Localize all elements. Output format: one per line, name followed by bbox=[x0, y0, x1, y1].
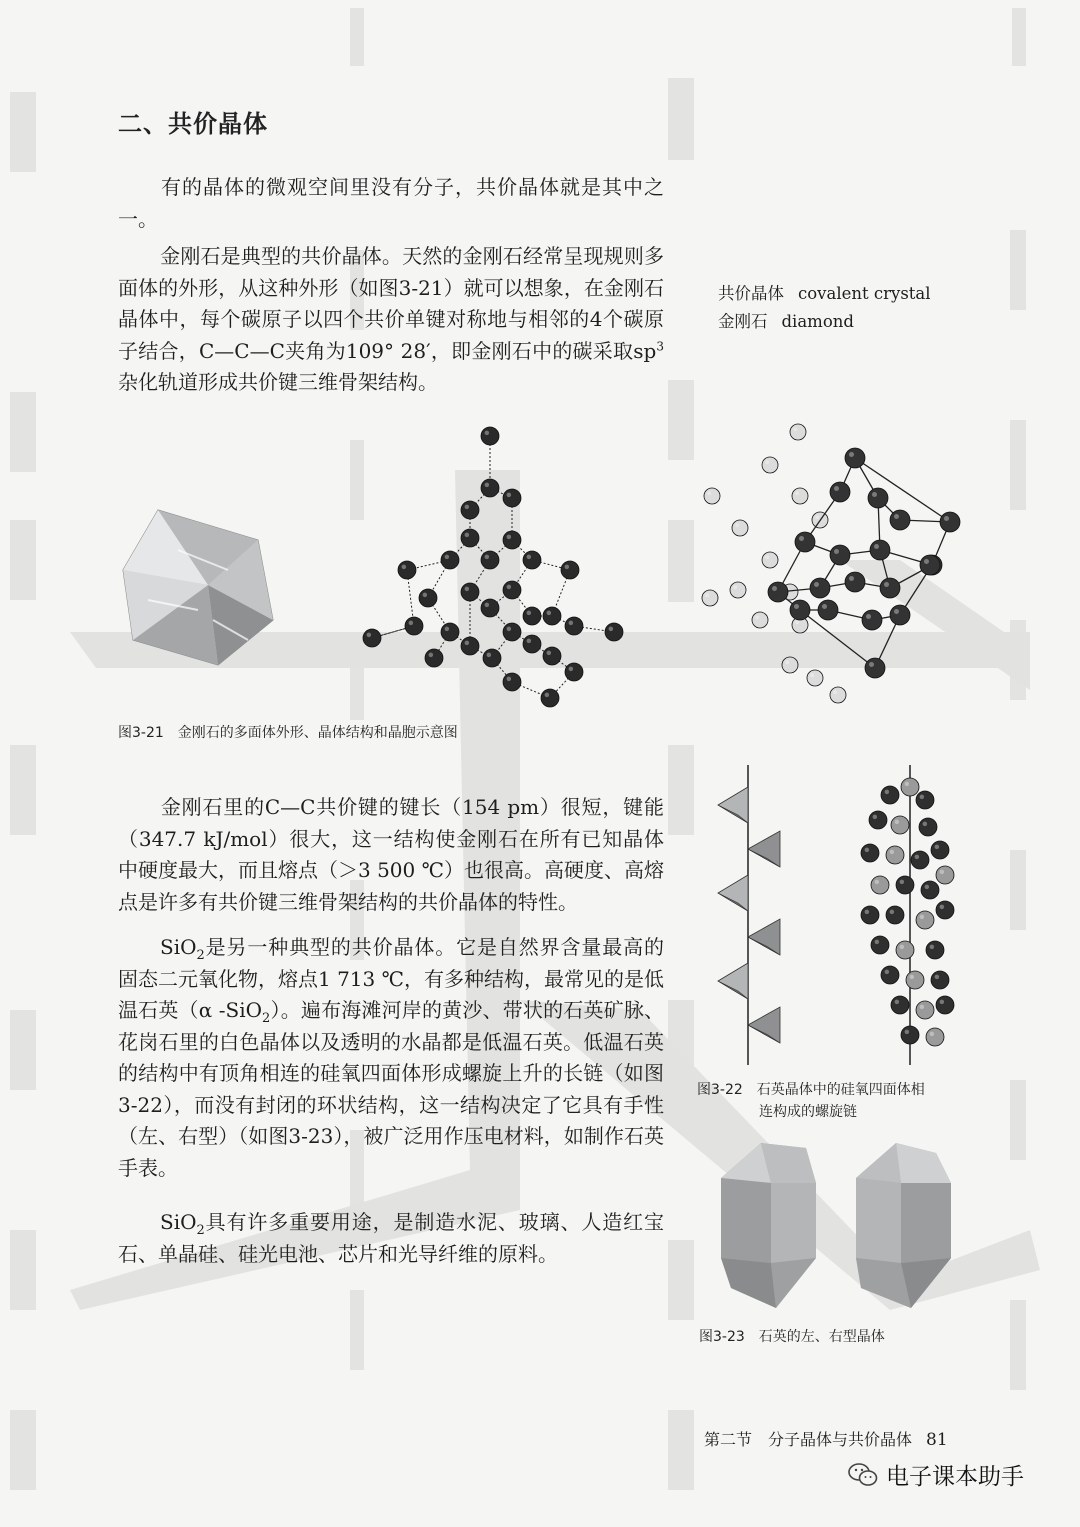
atom-highlight bbox=[527, 639, 532, 644]
glossary-box bbox=[718, 280, 931, 336]
diamond-unit-cell bbox=[700, 420, 970, 710]
atom bbox=[891, 816, 909, 834]
caption-line: 连构成的螺旋链 bbox=[759, 1104, 857, 1120]
glossary-entry bbox=[718, 280, 931, 308]
atom-highlight bbox=[890, 850, 895, 855]
atom-highlight bbox=[547, 651, 552, 656]
atom-highlight bbox=[569, 621, 574, 626]
tetrahedron-helix-chain bbox=[708, 765, 788, 1065]
atom-highlight bbox=[915, 855, 920, 860]
atom bbox=[405, 617, 423, 635]
atom-highlight bbox=[940, 905, 945, 910]
atom-highlight bbox=[485, 431, 490, 436]
atom bbox=[810, 578, 830, 598]
atom bbox=[483, 649, 501, 667]
atom-highlight bbox=[507, 585, 512, 590]
atom bbox=[936, 901, 954, 919]
atom-highlight bbox=[772, 586, 777, 591]
atom-highlight bbox=[875, 880, 880, 885]
atom bbox=[919, 818, 937, 836]
atom bbox=[931, 841, 949, 859]
logo-text: 电子课本助手 bbox=[886, 1464, 1024, 1490]
atom bbox=[503, 489, 521, 507]
atom-highlight bbox=[705, 593, 709, 597]
atom bbox=[425, 649, 443, 667]
figure-3-23-caption: 图3-23 石英的左、右型晶体 bbox=[699, 1329, 885, 1345]
paragraph-diamond bbox=[118, 241, 664, 399]
atom bbox=[818, 600, 838, 620]
atom bbox=[461, 637, 479, 655]
atom bbox=[916, 911, 934, 929]
atom-highlight bbox=[884, 582, 889, 587]
atom-highlight bbox=[794, 604, 799, 609]
atom-highlight bbox=[865, 910, 870, 915]
atom bbox=[481, 551, 499, 569]
atom-highlight bbox=[890, 910, 895, 915]
atom-highlight bbox=[402, 565, 407, 570]
atom-highlight bbox=[465, 505, 470, 510]
atom bbox=[790, 600, 810, 620]
atom-highlight bbox=[487, 653, 492, 658]
atom-highlight bbox=[905, 782, 910, 787]
atom bbox=[896, 876, 914, 894]
atom bbox=[890, 510, 910, 530]
tetrahedron bbox=[718, 787, 748, 823]
atom-highlight bbox=[920, 795, 925, 800]
atom-highlight bbox=[849, 576, 854, 581]
atom bbox=[901, 778, 919, 796]
atom-highlight bbox=[894, 609, 899, 614]
tetrahedron bbox=[718, 875, 748, 911]
paragraph-uses bbox=[118, 1207, 664, 1270]
wechat-logo-badge bbox=[848, 1458, 1024, 1491]
paragraph-sio2 bbox=[118, 932, 664, 1184]
glossary-en: covalent crystal bbox=[798, 284, 931, 303]
atom-highlight bbox=[923, 822, 928, 827]
sio2-text: SiO bbox=[160, 935, 197, 959]
atom-highlight bbox=[815, 515, 819, 519]
atom-highlight bbox=[609, 627, 614, 632]
atom-highlight bbox=[485, 555, 490, 560]
atom-highlight bbox=[873, 815, 878, 820]
atom bbox=[886, 846, 904, 864]
atom bbox=[881, 966, 899, 984]
atom bbox=[441, 623, 459, 641]
diamond-crystal-photo bbox=[118, 500, 276, 670]
atom bbox=[830, 545, 850, 565]
atom-highlight bbox=[865, 848, 870, 853]
figure-3-21-caption: 图3-21 金刚石的多面体外形、晶体结构和晶胞示意图 bbox=[118, 725, 458, 741]
atom-highlight bbox=[785, 660, 789, 664]
atom-highlight bbox=[905, 1030, 910, 1035]
quartz-left-crystal bbox=[721, 1143, 816, 1308]
atom bbox=[911, 851, 929, 869]
atom bbox=[752, 612, 768, 628]
atom-highlight bbox=[545, 693, 550, 698]
page-footer bbox=[704, 1427, 948, 1450]
atom-highlight bbox=[795, 491, 799, 495]
atom bbox=[845, 448, 865, 468]
atom-highlight bbox=[930, 1032, 935, 1037]
caption-line: 图3-22 石英晶体中的硅氧四面体相 bbox=[697, 1082, 925, 1098]
atom-highlight bbox=[507, 493, 512, 498]
atom-highlight bbox=[423, 593, 428, 598]
atom bbox=[363, 629, 381, 647]
atom bbox=[845, 572, 865, 592]
atom-highlight bbox=[765, 460, 769, 464]
atom-highlight bbox=[900, 945, 905, 950]
atom-highlight bbox=[925, 885, 930, 890]
atom bbox=[940, 512, 960, 532]
atom bbox=[441, 551, 459, 569]
atom bbox=[481, 599, 499, 617]
atom-highlight bbox=[527, 611, 532, 616]
atom bbox=[881, 786, 899, 804]
atom bbox=[605, 623, 623, 641]
atom-highlight bbox=[944, 516, 949, 521]
atom-highlight bbox=[935, 975, 940, 980]
paragraph-bond bbox=[118, 792, 664, 918]
atom bbox=[565, 617, 583, 635]
atom bbox=[561, 561, 579, 579]
atom bbox=[792, 488, 808, 504]
atom-highlight bbox=[875, 940, 880, 945]
atom-highlight bbox=[799, 536, 804, 541]
glossary-zh: 金刚石 bbox=[718, 312, 768, 331]
atom bbox=[868, 488, 888, 508]
tetrahedron bbox=[748, 831, 780, 867]
uses-text: 具有许多重要用途，是制造水泥、玻璃、人造红宝石、单晶硅、硅光电池、芯片和光导纤维的原料。 bbox=[118, 1210, 664, 1266]
atom bbox=[861, 844, 879, 862]
atom-highlight bbox=[735, 523, 739, 527]
atom-highlight bbox=[465, 641, 470, 646]
atom-highlight bbox=[507, 627, 512, 632]
atom bbox=[398, 561, 416, 579]
atom-highlight bbox=[733, 585, 737, 589]
atom-highlight bbox=[885, 790, 890, 795]
tetrahedron bbox=[748, 919, 780, 955]
section-heading: 二、共价晶体 bbox=[118, 110, 268, 138]
ball-model-helix-chain bbox=[850, 765, 970, 1065]
atom bbox=[768, 582, 788, 602]
atom bbox=[936, 996, 954, 1014]
atom-highlight bbox=[895, 820, 900, 825]
paragraph-diamond-text-b: 杂化轨道形成共价键三维骨架结构。 bbox=[118, 370, 438, 394]
tetrahedron bbox=[718, 963, 748, 999]
atom bbox=[906, 971, 924, 989]
atom bbox=[871, 876, 889, 894]
atom bbox=[916, 1001, 934, 1019]
atom-highlight bbox=[810, 673, 814, 677]
atom-highlight bbox=[833, 690, 837, 694]
figure-3-22-caption bbox=[697, 1079, 967, 1123]
glossary-entry bbox=[718, 308, 931, 336]
atom bbox=[861, 906, 879, 924]
atom bbox=[762, 552, 778, 568]
atom-highlight bbox=[940, 1000, 945, 1005]
atom-highlight bbox=[547, 611, 552, 616]
atom-highlight bbox=[445, 627, 450, 632]
atom bbox=[880, 578, 900, 598]
atom-highlight bbox=[569, 667, 574, 672]
atom bbox=[461, 583, 479, 601]
atom bbox=[886, 906, 904, 924]
atom-highlight bbox=[834, 486, 839, 491]
paragraph-intro-text: 有的晶体的微观空间里没有分子，共价晶体就是其中之一。 bbox=[118, 175, 664, 231]
atom-highlight bbox=[409, 621, 414, 626]
atom bbox=[503, 531, 521, 549]
atom-highlight bbox=[814, 582, 819, 587]
atom-highlight bbox=[940, 870, 945, 875]
atom bbox=[865, 658, 885, 678]
atom bbox=[890, 605, 910, 625]
superscript-3: 3 bbox=[656, 338, 664, 353]
atom-highlight bbox=[465, 587, 470, 592]
atom bbox=[790, 424, 806, 440]
atom bbox=[871, 936, 889, 954]
atom bbox=[481, 427, 499, 445]
atom-highlight bbox=[367, 633, 372, 638]
atom-highlight bbox=[869, 662, 874, 667]
atom bbox=[896, 941, 914, 959]
atom bbox=[921, 881, 939, 899]
atom bbox=[936, 866, 954, 884]
glossary-zh: 共价晶体 bbox=[718, 284, 784, 303]
wechat-icon bbox=[848, 1462, 878, 1488]
paragraph-bond-text: 金刚石里的C—C共价键的键长（154 pm）很短，键能（347.7 kJ/mol）很大，这一结构使金刚石在所有已知晶体中硬度最大，而且熔点（＞3 500 ℃）也很高。高硬度、高熔点是许多有共价键三维骨架结构的共价晶体的特性。 bbox=[118, 795, 664, 914]
atom bbox=[870, 540, 890, 560]
atom bbox=[869, 811, 887, 829]
atom-highlight bbox=[849, 452, 854, 457]
atom bbox=[830, 687, 846, 703]
atom bbox=[543, 647, 561, 665]
atom bbox=[830, 482, 850, 502]
atom bbox=[523, 551, 541, 569]
atom bbox=[782, 657, 798, 673]
atom bbox=[503, 581, 521, 599]
atom-highlight bbox=[755, 615, 759, 619]
atom bbox=[543, 607, 561, 625]
tetrahedron bbox=[748, 1007, 780, 1043]
atom-highlight bbox=[765, 555, 769, 559]
atom bbox=[565, 663, 583, 681]
diamond-lattice-structure bbox=[362, 420, 632, 710]
atom bbox=[920, 555, 940, 575]
atom-highlight bbox=[885, 970, 890, 975]
atom-highlight bbox=[894, 514, 899, 519]
atom bbox=[541, 689, 559, 707]
sio2-text: ）。遍布海滩河岸的黄沙、带状的石英矿脉、花岗石里的白色晶体以及透明的水晶都是低温石英。低温石英的结构中有顶角相连的硅氧四面体形成螺旋上升的长链（如图3-22），而没有封闭的环状结构，这一结构决定了它具有手性（左、右型）（如图3-23），被广泛用作压电材料，如制作石英手表。 bbox=[118, 998, 665, 1180]
atom-highlight bbox=[429, 653, 434, 658]
atom bbox=[702, 590, 718, 606]
atom bbox=[704, 488, 720, 504]
atom-highlight bbox=[900, 880, 905, 885]
atom bbox=[862, 610, 882, 630]
atom-highlight bbox=[795, 620, 799, 624]
atom bbox=[461, 529, 479, 547]
subscript-2: 2 bbox=[262, 1011, 271, 1026]
atom bbox=[419, 589, 437, 607]
atom bbox=[461, 501, 479, 519]
atom bbox=[762, 457, 778, 473]
quartz-left-right-crystals bbox=[716, 1138, 966, 1313]
footer-section-title: 第二节 分子晶体与共价晶体 bbox=[704, 1430, 913, 1449]
atom bbox=[503, 623, 521, 641]
page-number: 81 bbox=[926, 1430, 948, 1450]
atom-highlight bbox=[565, 565, 570, 570]
atom-highlight bbox=[910, 975, 915, 980]
paragraph-intro bbox=[118, 172, 664, 235]
atom-highlight bbox=[793, 427, 797, 431]
atom bbox=[926, 941, 944, 959]
atom-highlight bbox=[507, 535, 512, 540]
atom-highlight bbox=[527, 555, 532, 560]
atom-highlight bbox=[872, 492, 877, 497]
atom-highlight bbox=[485, 603, 490, 608]
atom bbox=[730, 582, 746, 598]
atom-highlight bbox=[920, 1005, 925, 1010]
atom bbox=[916, 791, 934, 809]
sio2-text: 是另一种典型的共价晶体。它是自然界含量最高的固态二元氧化物，熔点1 713 ℃，有多种结构，最常见的是低温石英（α -SiO bbox=[118, 935, 664, 1022]
atom bbox=[523, 635, 541, 653]
atom bbox=[795, 532, 815, 552]
atom bbox=[732, 520, 748, 536]
atom bbox=[807, 670, 823, 686]
uses-text: SiO bbox=[160, 1210, 197, 1234]
atom-highlight bbox=[920, 915, 925, 920]
paragraph-diamond-text-a: 金刚石是典型的共价晶体。天然的金刚石经常呈现规则多面体的外形，从这种外形（如图3-21）就可以想象，在金刚石晶体中，每个碳原子以四个共价单键对称地与相邻的4个碳原子结合，C—C—C夹角为109° 28′，即金刚石中的碳采取sp bbox=[118, 244, 664, 363]
atom-highlight bbox=[924, 559, 929, 564]
atom bbox=[523, 607, 541, 625]
atom-highlight bbox=[895, 1000, 900, 1005]
atom-highlight bbox=[465, 533, 470, 538]
subscript-2: 2 bbox=[196, 948, 205, 963]
atom-highlight bbox=[874, 544, 879, 549]
atom bbox=[481, 479, 499, 497]
atom-highlight bbox=[485, 483, 490, 488]
atom bbox=[503, 673, 521, 691]
atom-highlight bbox=[507, 677, 512, 682]
atom-highlight bbox=[707, 491, 711, 495]
atom-highlight bbox=[822, 604, 827, 609]
atom-highlight bbox=[445, 555, 450, 560]
quartz-right-crystal bbox=[856, 1143, 951, 1308]
atom-highlight bbox=[935, 845, 940, 850]
atom-highlight bbox=[930, 945, 935, 950]
glossary-en: diamond bbox=[781, 312, 854, 331]
atom bbox=[891, 996, 909, 1014]
atom-highlight bbox=[866, 614, 871, 619]
atom bbox=[926, 1028, 944, 1046]
atom bbox=[901, 1026, 919, 1044]
atom bbox=[931, 971, 949, 989]
atom-highlight bbox=[834, 549, 839, 554]
subscript-2: 2 bbox=[196, 1223, 205, 1238]
